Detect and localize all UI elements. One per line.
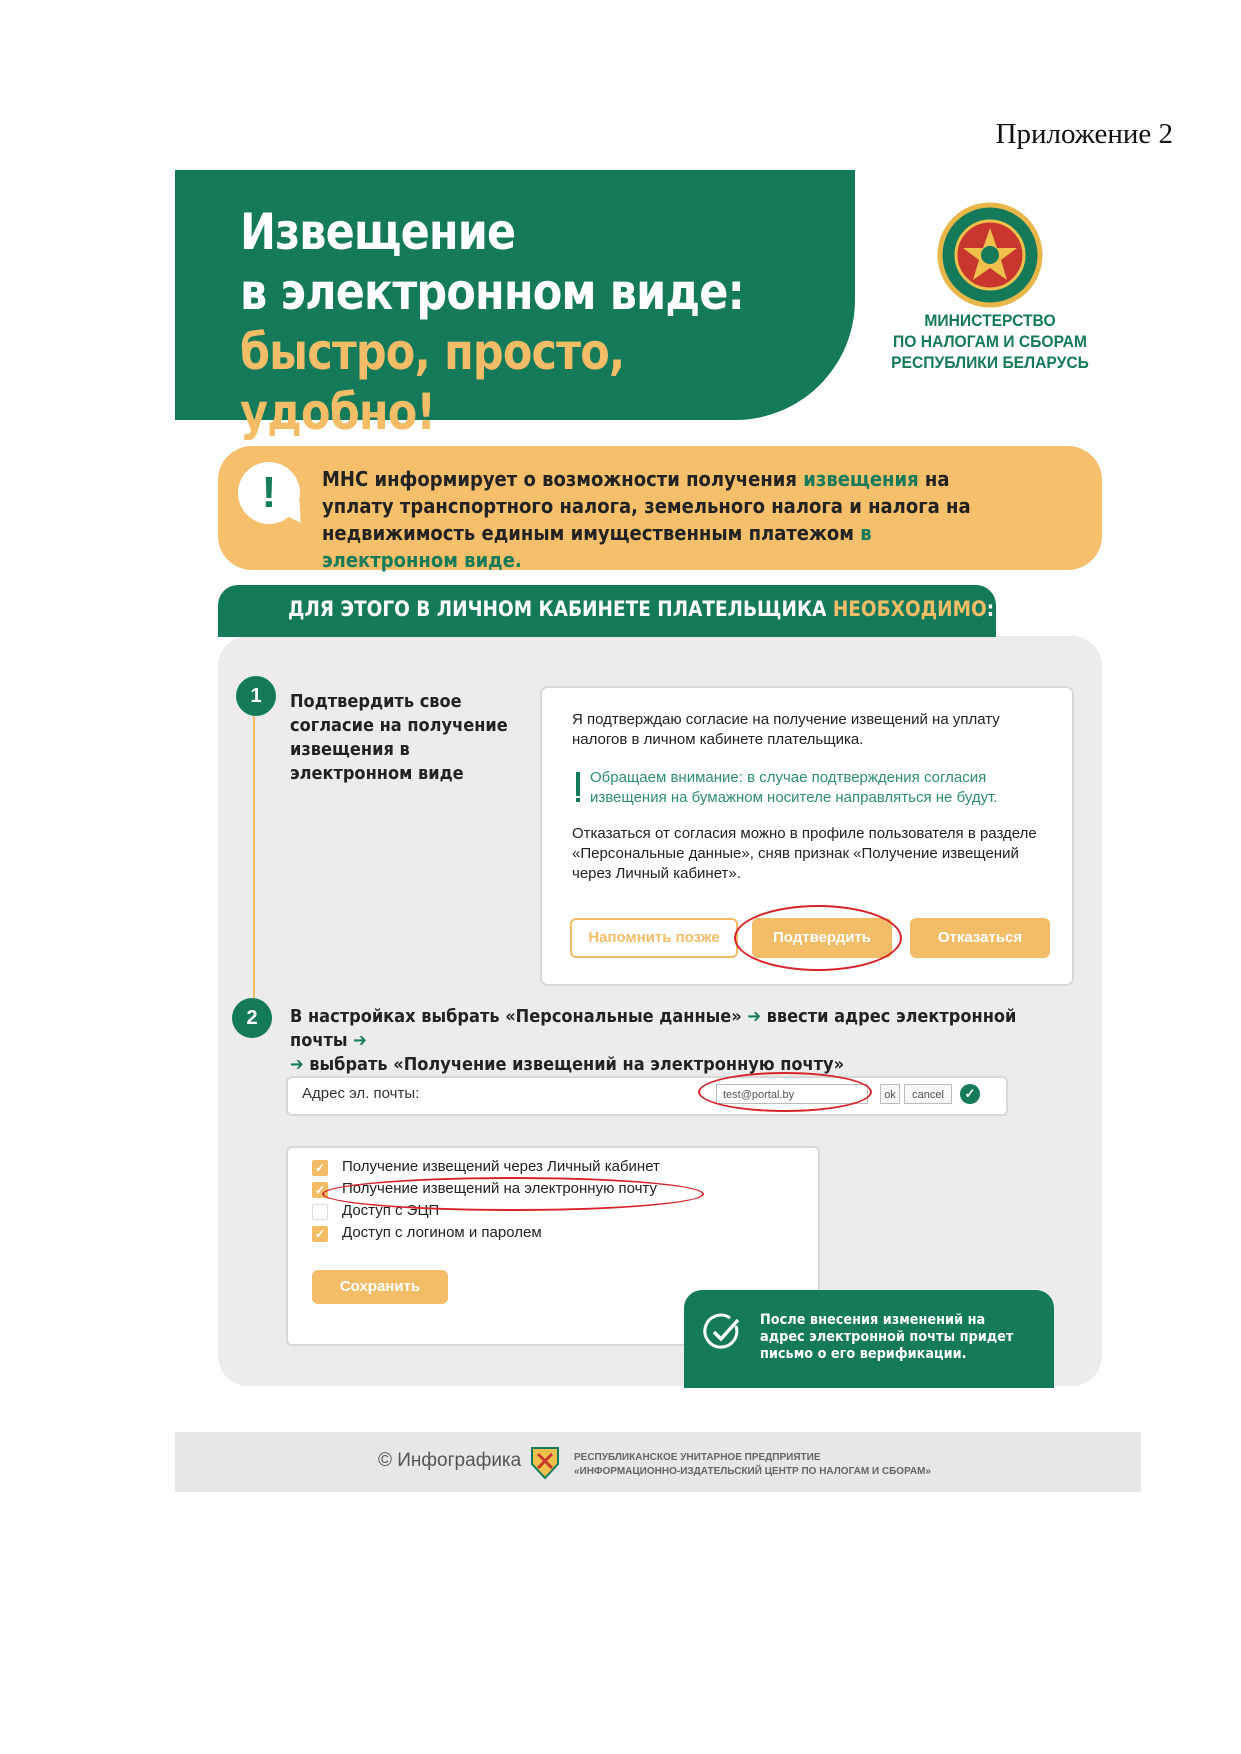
step-2-part-2: ввести адрес электронной почты: [290, 1006, 1017, 1051]
step-1-text: Подтвердить свое согласие на получение извещения в электронном виде: [290, 691, 508, 784]
check-icon: ✓: [960, 1084, 980, 1104]
option-checkbox[interactable]: [312, 1204, 328, 1220]
step-1-number: 1: [236, 676, 276, 716]
confirm-button[interactable]: Подтвердить: [752, 918, 892, 958]
remind-later-button[interactable]: Напомнить позже: [570, 918, 738, 958]
arrow-right-icon: ➔: [290, 1054, 304, 1075]
steps-header-colon: :: [986, 597, 995, 621]
step-2-part-1: В настройках выбрать «Персональные данные»: [290, 1006, 742, 1027]
arrow-right-icon: ➔: [747, 1006, 761, 1027]
email-input[interactable]: test@portal.by: [716, 1084, 868, 1104]
info-highlight-1: извещения: [803, 467, 919, 491]
footer-org-line-1: РЕСПУБЛИКАНСКОЕ УНИТАРНОЕ ПРЕДПРИЯТИЕ: [574, 1452, 821, 1463]
title-line-1: Извещение: [240, 203, 516, 261]
info-text-part-2: на уплату транспортного налога, земельного налога и налога на недвижимость единым имущественным платежом: [322, 467, 971, 545]
decline-button[interactable]: Отказаться: [910, 918, 1050, 958]
ministry-emblem-icon: [935, 200, 1045, 310]
step-2-number: 2: [232, 998, 272, 1038]
warning-dot-icon: [576, 798, 580, 802]
publisher-emblem-icon: [528, 1444, 562, 1480]
step-connector-line: [253, 700, 255, 1000]
warning-text: Обращаем внимание: в случае подтверждения согласия извещения на бумажном носителе направляться не будут.: [590, 769, 998, 806]
footer-credit: © Инфографика: [378, 1450, 522, 1471]
appendix-label: Приложение 2: [995, 118, 1173, 150]
ministry-line-2: ПО НАЛОГАМ И СБОРАМ: [893, 332, 1087, 351]
option-checkbox[interactable]: ✓: [312, 1226, 328, 1242]
step-2-part-3: выбрать «Получение извещений на электронную почту»: [309, 1054, 845, 1075]
title-line-3: быстро, просто, удобно!: [240, 323, 625, 441]
footer-org-line-2: «ИНФОРМАЦИОННО-ИЗДАТЕЛЬСКИЙ ЦЕНТР ПО НАЛОГАМ И СБОРАМ»: [574, 1466, 931, 1477]
title-banner: [175, 170, 855, 441]
email-cancel-button[interactable]: cancel: [904, 1084, 952, 1104]
info-highlight-2: в электронном виде.: [322, 521, 872, 572]
email-option-highlight-circle: [322, 1177, 704, 1211]
option-label: Получение извещений на электронную почту: [342, 1180, 657, 1197]
opt-out-text: Отказаться от согласия можно в профиле пользователя в разделе «Персональные данные», сняв признак «Получение извещений через Личный кабинет».: [572, 825, 1037, 882]
email-ok-button[interactable]: ok: [880, 1084, 900, 1104]
footer-organization: [574, 1451, 994, 1479]
email-label: Адрес эл. почты:: [302, 1085, 420, 1102]
info-text: [322, 466, 1006, 574]
step-2-text: [290, 1005, 1028, 1077]
ministry-name: [889, 310, 1091, 373]
ministry-line-1: МИНИСТЕРСТВО: [924, 311, 1056, 330]
verification-notice-text: После внесения изменений на адрес электронной почты придет письмо о его верификации.: [760, 1312, 1014, 1362]
arrow-right-icon: ➔: [353, 1030, 367, 1051]
option-checkbox[interactable]: ✓: [312, 1182, 328, 1198]
title-line-2: в электронном виде:: [240, 263, 744, 321]
option-label: Доступ с ЭЦП: [342, 1202, 440, 1219]
steps-header-highlight: НЕОБХОДИМО: [832, 597, 987, 621]
option-label: Доступ с логином и паролем: [342, 1224, 542, 1241]
exclamation-icon: !: [261, 468, 277, 517]
steps-header-text: [288, 597, 994, 621]
warning-bar-icon: [576, 772, 580, 796]
check-circle-icon: [702, 1312, 742, 1352]
option-label: Получение извещений через Личный кабинет: [342, 1158, 660, 1175]
save-button[interactable]: Сохранить: [312, 1270, 448, 1304]
email-highlight-circle: [698, 1072, 872, 1112]
consent-text: Я подтверждаю согласие на получение извещений на уплату налогов в личном кабинете плательщика.: [572, 711, 1000, 748]
confirm-highlight-circle: [734, 905, 902, 971]
ministry-line-3: РЕСПУБЛИКИ БЕЛАРУСЬ: [891, 353, 1089, 372]
info-text-part-1: МНС информирует о возможности получения: [322, 467, 804, 491]
option-checkbox[interactable]: ✓: [312, 1160, 328, 1176]
steps-header-label: ДЛЯ ЭТОГО В ЛИЧНОМ КАБИНЕТЕ ПЛАТЕЛЬЩИКА: [288, 597, 833, 621]
